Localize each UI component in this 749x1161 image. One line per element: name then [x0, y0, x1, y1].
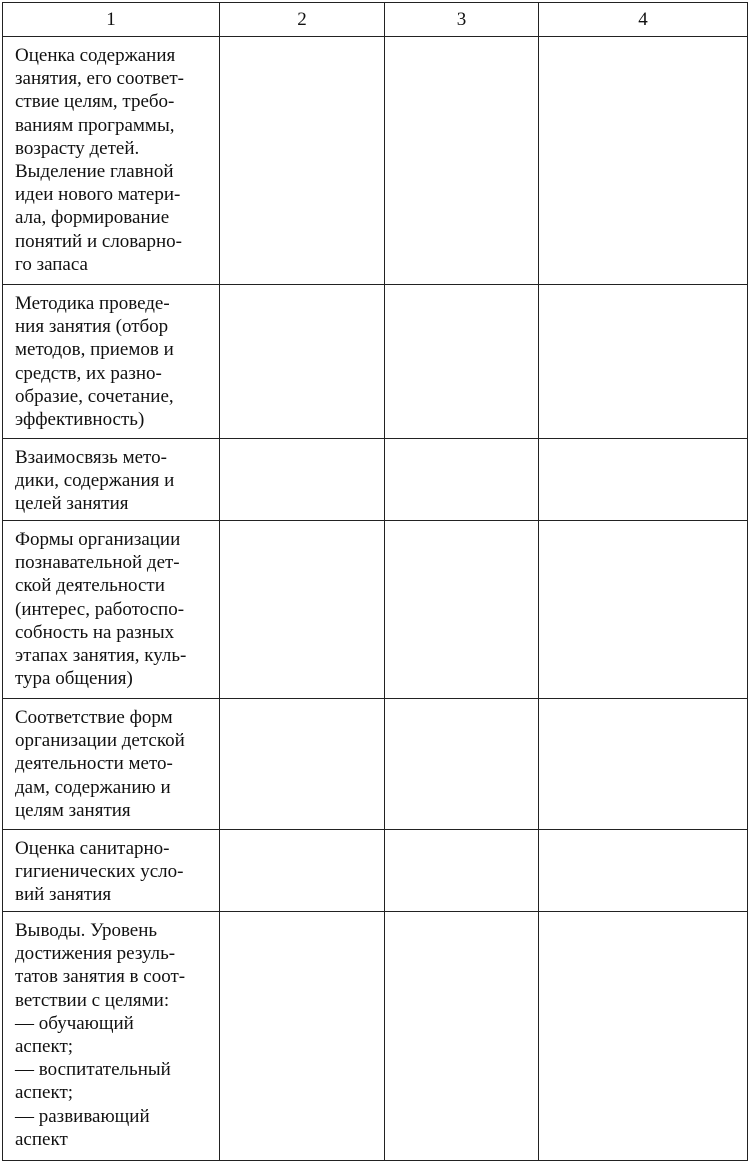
blank-cell-col2	[220, 439, 385, 521]
lesson-evaluation-table	[2, 2, 748, 1161]
blank-cell-col3	[385, 830, 539, 912]
blank-cell-col4	[539, 521, 748, 699]
table-row	[3, 830, 748, 912]
blank-cell-col4	[539, 37, 748, 285]
criterion-cell: Оценка санитарно- гигиенических усло- вий занятия	[3, 830, 220, 912]
criterion-cell: Выводы. Уровень достижения резуль- татов занятия в соот- ветствии с целями: — обучающий аспект; — воспитательный аспект; — развивающий аспект	[3, 912, 220, 1161]
criterion-cell: Соответствие форм организации детской деятельности мето- дам, содержанию и целям занятия	[3, 699, 220, 830]
table-row	[3, 521, 748, 699]
criterion-cell: Методика проведе- ния занятия (отбор методов, приемов и средств, их разно- образие, сочетание, эффективность)	[3, 285, 220, 439]
table-row	[3, 285, 748, 439]
criterion-cell: Формы организации познавательной дет- ской деятельности (интерес, работоспо- собность на разных этапах занятия, куль- тура общения)	[3, 521, 220, 699]
header-row	[3, 3, 748, 37]
column-header-4: 4	[539, 3, 748, 37]
blank-cell-col4	[539, 830, 748, 912]
table-row	[3, 912, 748, 1161]
blank-cell-col2	[220, 699, 385, 830]
blank-cell-col3	[385, 285, 539, 439]
blank-cell-col2	[220, 521, 385, 699]
blank-cell-col2	[220, 830, 385, 912]
criterion-cell: Оценка содержания занятия, его соответ- ствие целям, требо- ваниям программы, возрасту детей. Выделение главной идеи нового матери- ала, формирование понятий и словарно- го запаса	[3, 37, 220, 285]
blank-cell-col4	[539, 439, 748, 521]
blank-cell-col3	[385, 439, 539, 521]
blank-cell-col4	[539, 912, 748, 1161]
column-header-2: 2	[220, 3, 385, 37]
criterion-cell: Взаимосвязь мето- дики, содержания и целей занятия	[3, 439, 220, 521]
blank-cell-col3	[385, 521, 539, 699]
blank-cell-col3	[385, 912, 539, 1161]
blank-cell-col3	[385, 37, 539, 285]
blank-cell-col3	[385, 699, 539, 830]
blank-cell-col2	[220, 285, 385, 439]
blank-cell-col4	[539, 285, 748, 439]
blank-cell-col2	[220, 37, 385, 285]
table-row	[3, 37, 748, 285]
table-row	[3, 699, 748, 830]
blank-cell-col2	[220, 912, 385, 1161]
column-header-1: 1	[3, 3, 220, 37]
blank-cell-col4	[539, 699, 748, 830]
table-row	[3, 439, 748, 521]
column-header-3: 3	[385, 3, 539, 37]
